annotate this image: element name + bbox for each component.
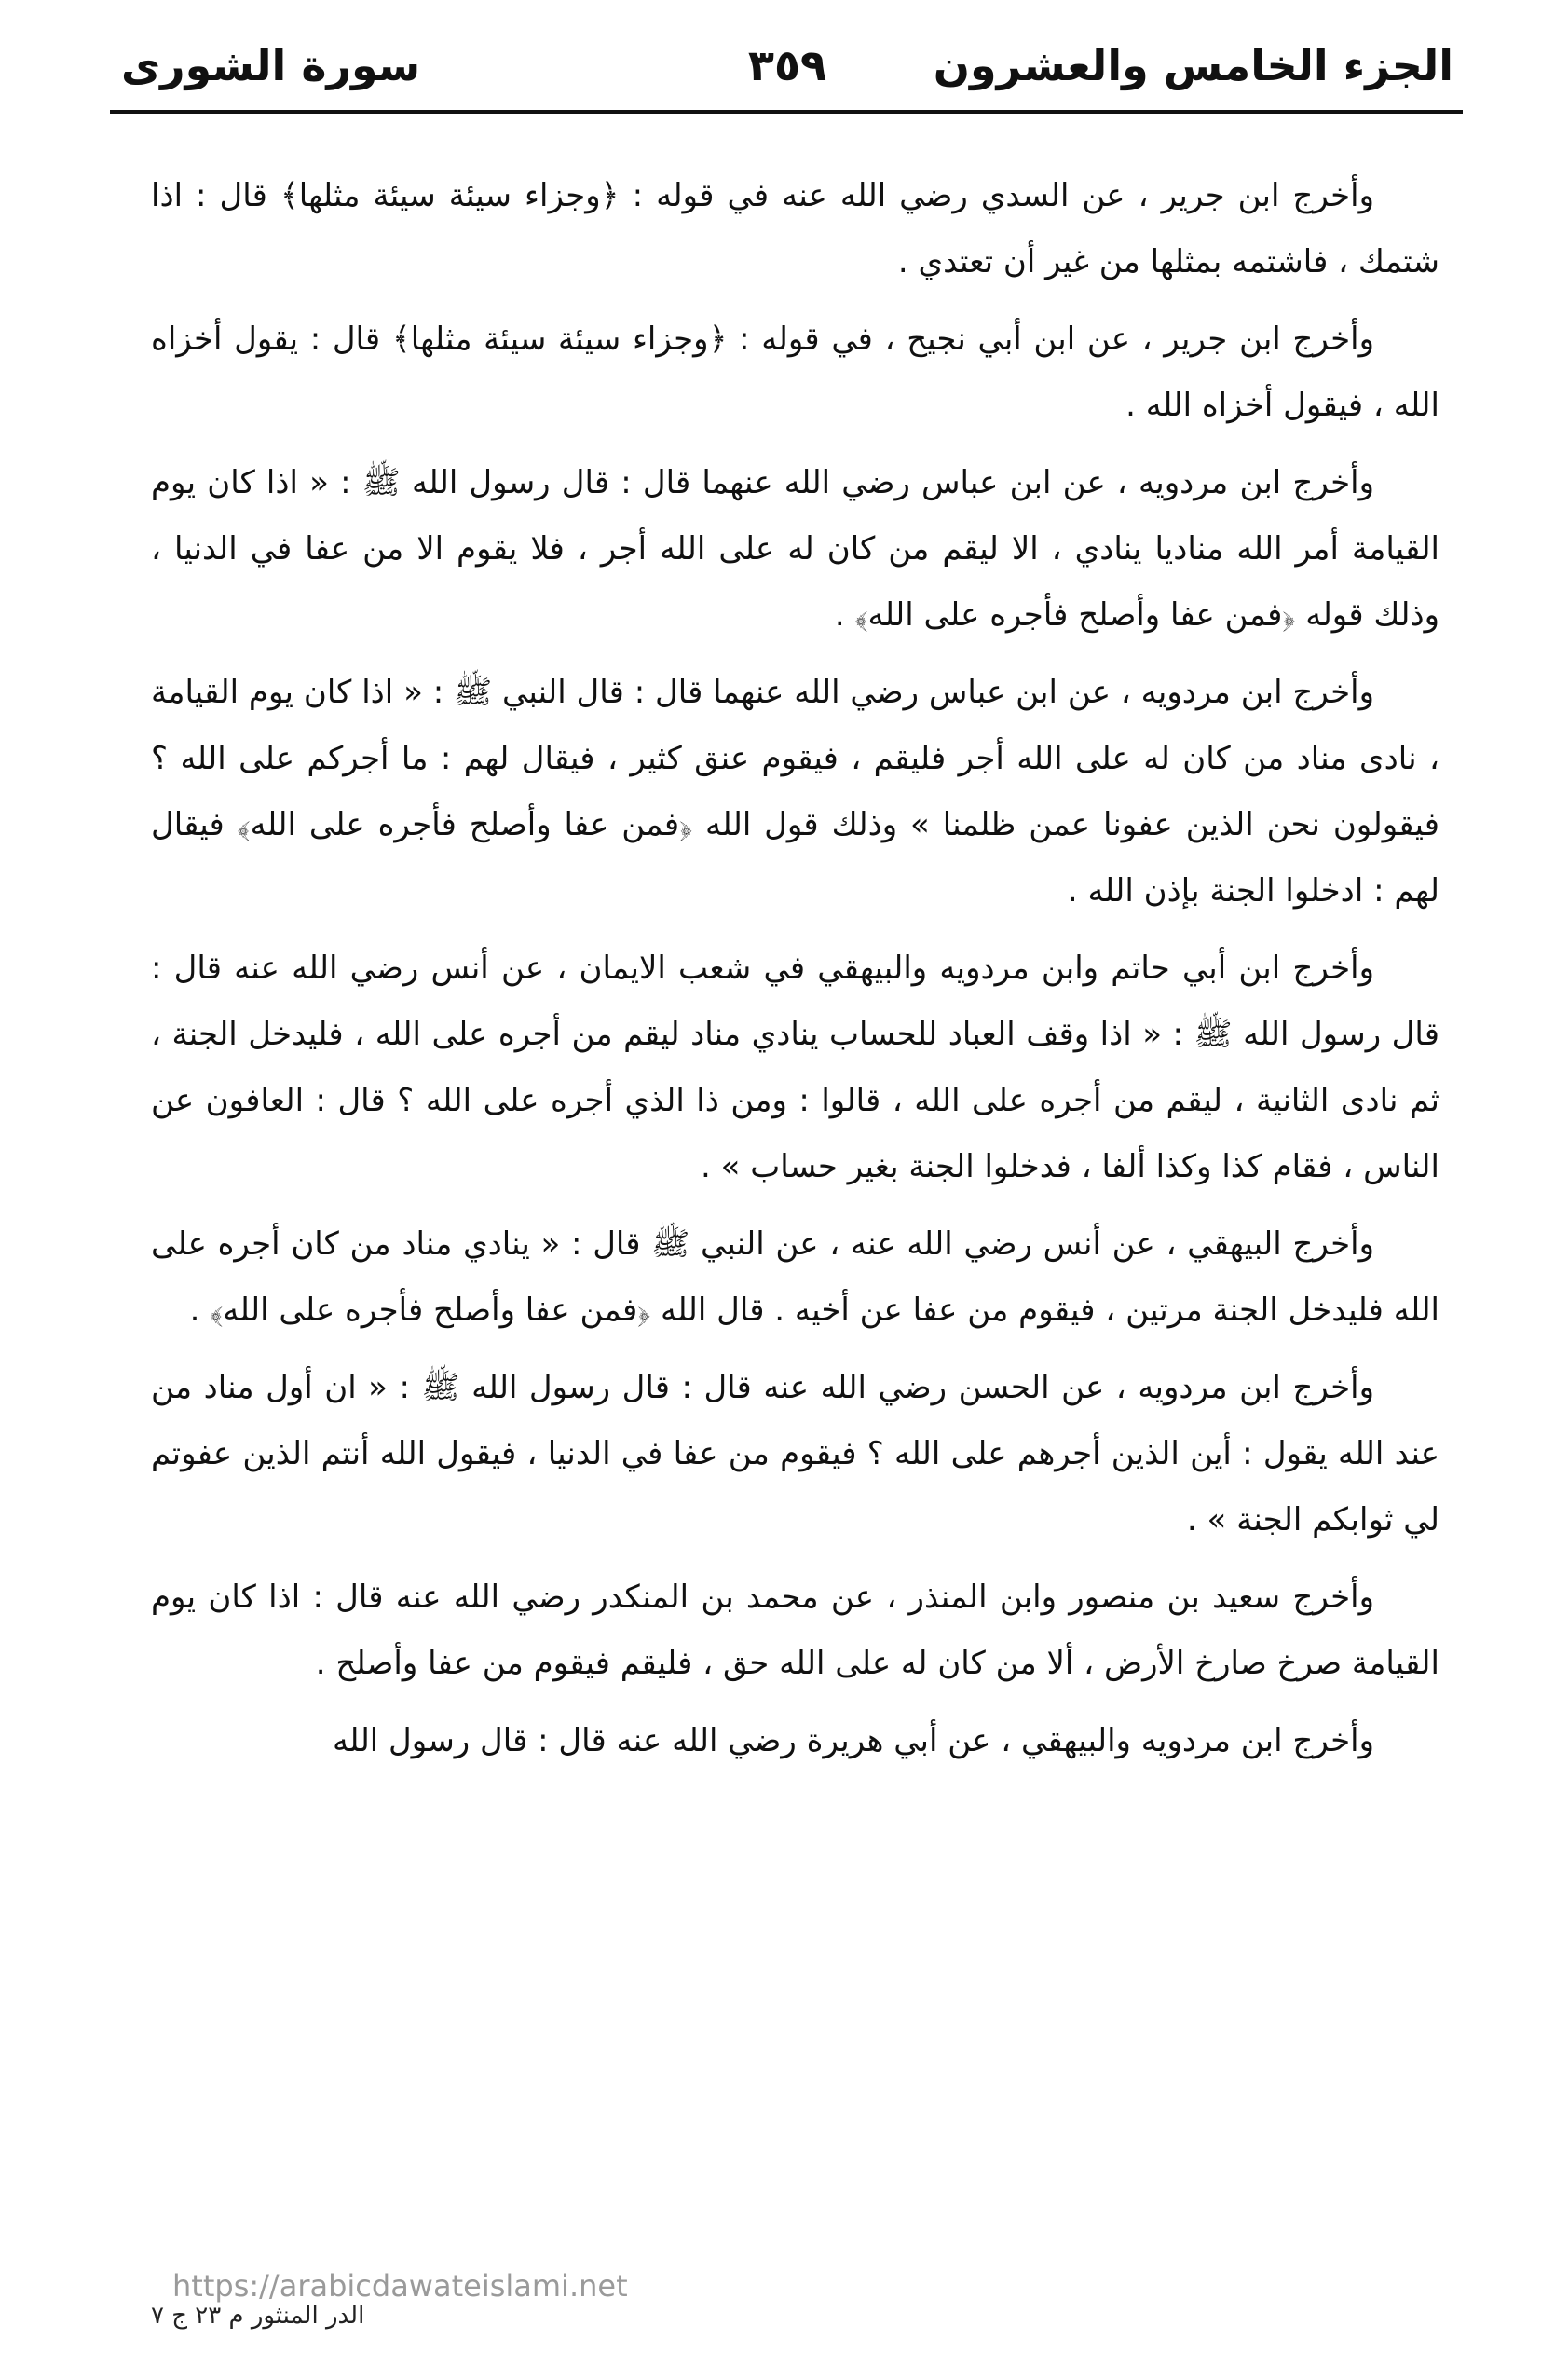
surah-title: سورة الشورى xyxy=(121,40,421,90)
paragraph: وأخرج ابن مردويه ، عن ابن عباس رضي الله عنهما قال : قال رسول الله ﷺ : « اذا كان يوم القيامة أمر الله مناديا ينادي ، الا ليقم من كان له على الله أجر ، فلا يقوم الا من عفا في الدنيا ، وذلك قوله ﴿فمن عفا وأصلح فأجره على الله﴾ . xyxy=(151,464,1439,634)
volume-signature: الدر المنثور م ٢٣ ج ٧ xyxy=(151,2302,365,2330)
paragraph: وأخرج سعيد بن منصور وابن المنذر ، عن محمد بن المنكدر رضي الله عنه قال : اذا كان يوم القيامة صرخ صارخ الأرض ، ألا من كان له على الله حق ، فليقم فيقوم من عفا وأصلح . xyxy=(151,1579,1439,1682)
paragraph: وأخرج ابن مردويه والبيهقي ، عن أبي هريرة رضي الله عنه قال : قال رسول الله xyxy=(332,1722,1374,1759)
watermark-url: https://arabicdawateislami.net xyxy=(172,2268,628,2304)
paragraph: وأخرج ابن جرير ، عن ابن أبي نجيح ، في قوله : ﴿وجزاء سيئة سيئة مثلها﴾ قال : يقول أخزاه الله ، فيقول أخزاه الله . xyxy=(151,321,1439,424)
paragraph: وأخرج ابن جرير ، عن السدي رضي الله عنه في قوله : ﴿وجزاء سيئة سيئة مثلها﴾ قال : اذا شتمك ، فاشتمه بمثلها من غير أن تعتدي . xyxy=(151,177,1439,280)
paragraph: وأخرج ابن أبي حاتم وابن مردويه والبيهقي في شعب الايمان ، عن أنس رضي الله عنه قال : قال رسول الله ﷺ : « اذا وقف العباد للحساب ينادي مناد ليقم من أجره على الله ، فليدخل الجنة ، ثم نادى الثانية ، ليقم من أجره على الله ، قالوا : ومن ذا الذي أجره على الله ؟ قال : العافون عن الناس ، فقام كذا وكذا ألفا ، فدخلوا الجنة بغير حساب » . xyxy=(151,950,1439,1185)
paragraph: وأخرج البيهقي ، عن أنس رضي الله عنه ، عن النبي ﷺ قال : « ينادي مناد من كان أجره على الله فليدخل الجنة مرتين ، فيقوم من عفا عن أخيه . قال الله ﴿فمن عفا وأصلح فأجره على الله﴾ . xyxy=(151,1225,1439,1329)
paragraph: وأخرج ابن مردويه ، عن الحسن رضي الله عنه قال : قال رسول الله ﷺ : « ان أول مناد من عند الله يقول : أين الذين أجرهم على الله ؟ فيقوم من عفا في الدنيا ، فيقول الله أنتم الذين عفوتم لي ثوابكم الجنة » . xyxy=(151,1369,1439,1539)
page-number: ٣٥٩ xyxy=(747,40,827,90)
paragraph: وأخرج ابن مردويه ، عن ابن عباس رضي الله عنهما قال : قال النبي ﷺ : « اذا كان يوم القيامة ، نادى مناد من كان له على الله أجر فليقم ، فيقوم عنق كثير ، فيقال لهم : ما أجركم على الله ؟ فيقولون نحن الذين عفونا عمن ظلمنا » وذلك قول الله ﴿فمن عفا وأصلح فأجره على الله﴾ فيقال لهم : ادخلوا الجنة بإذن الله . xyxy=(151,674,1439,910)
part-title: الجزء الخامس والعشرون xyxy=(933,40,1453,90)
header-rule xyxy=(110,110,1463,114)
page-body xyxy=(151,163,1439,1785)
page-header xyxy=(121,28,1453,103)
